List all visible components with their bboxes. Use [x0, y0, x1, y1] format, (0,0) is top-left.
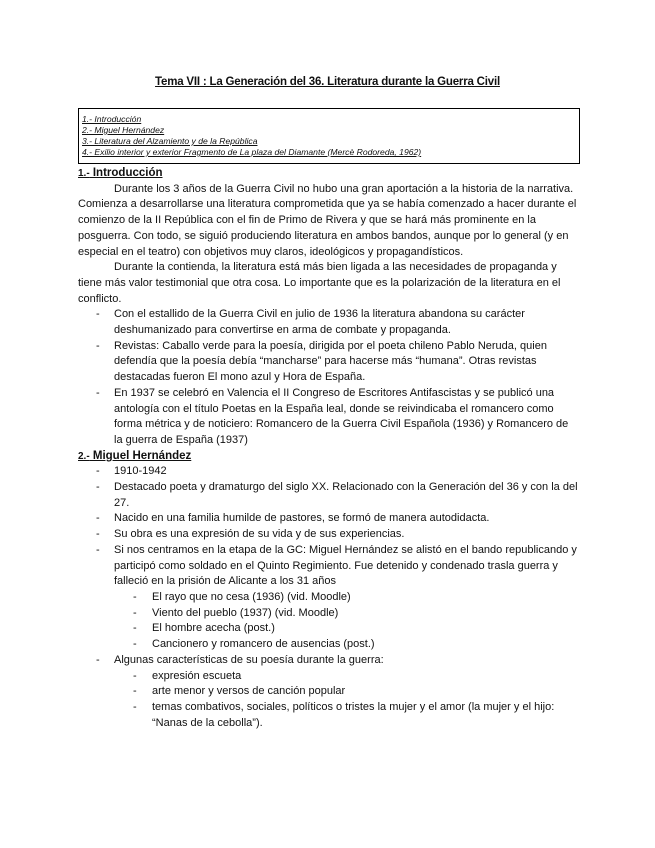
toc-item: 1.- Introducción: [82, 114, 142, 124]
toc-item: 2.- Miguel Hernández: [82, 125, 165, 135]
sub-list-item: - arte menor y versos de canción popular: [133, 685, 346, 698]
sub-list-item: - Cancionero y romancero de ausencias (post.): [133, 638, 375, 651]
toc-item: 3.- Literatura del Alzamiento y de la República: [82, 136, 258, 146]
paragraph: Durante la contienda, la literatura está más bien ligada a las necesidades de propaganda y tiene más valor testimonial que otra cosa. Lo importante que es la polarización de la literatura en el conflicto.: [78, 261, 561, 305]
list-item: - En 1937 se celebró en Valencia el II Congreso de Escritores Antifascistas y se publicó una antología con el título Poetas en la España leal, donde se reivindicaba el romancero como forma métrica y de noticiero: Romancero de la Guerra Civil Española (1936) y Romancero de la guerra de España (1937): [96, 386, 569, 446]
sub-list-item: - temas combativos, sociales, políticos o tristes la mujer y el amor (la mujer y el hijo: “Nanas de la cebolla”).: [133, 700, 555, 729]
sub-list-item: - El hombre acecha (post.): [133, 622, 275, 635]
toc-item: 4.- Exilio interior y exterior Fragmento de La plaza del Diamante (Mercè Rodoreda, 1962): [82, 147, 422, 157]
sub-list-item: - expresión escueta: [133, 669, 242, 682]
list-item: - Su obra es una expresión de su vida y de sus experiencias.: [96, 528, 405, 541]
document-title: Tema VII : La Generación del 36. Literatura durante la Guerra Civil: [155, 76, 500, 88]
list-item: - Destacado poeta y dramaturgo del siglo XX. Relacionado con la Generación del 36 y con la del 27.: [96, 481, 578, 509]
section-heading-introduccion: 1.- Introducción: [78, 167, 163, 179]
document-body: [78, 166, 578, 731]
list-item: - Si nos centramos en la etapa de la GC: Miguel Hernández se alistó en el bando republicando y participó como soldado en el Quinto Regimiento. Fue detenido y condenado trasla guerra y falleció en la prisión de Alicante a los 31 años: [96, 543, 577, 588]
table-of-contents: [78, 108, 580, 164]
list-item: - Revistas: Caballo verde para la poesía, dirigida por el poeta chileno Pablo Neruda, quien defendía que la poesía debía “mancharse” para hacerse más “humana”. Otras revistas destacadas fueron El mono azul y Hora de España.: [96, 339, 547, 384]
section-heading-miguel-hernandez: 2.- Miguel Hernández: [78, 449, 192, 462]
list-item: - Con el estallido de la Guerra Civil en julio de 1936 la literatura abandona su carácter deshumanizado para convertirse en arma de combate y propaganda.: [96, 308, 525, 337]
sub-list-item: - Viento del pueblo (1937) (vid. Moodle): [133, 606, 339, 619]
list-item: - Nacido en una familia humilde de pastores, se formó de manera autodidacta.: [96, 512, 490, 525]
sub-list-item: - El rayo que no cesa (1936) (vid. Moodle): [133, 590, 351, 603]
paragraph: Durante los 3 años de la Guerra Civil no hubo una gran aportación a la historia de la narrativa. Comienza a desarrollarse una literatura comprometida que ya se había comenzado a hacer durante el comienzo de la II República con el fin de Primo de Rivera y que se hará más prominente en la posguerra. Con todo, se siguió produciendo literatura en ambos bandos, aunque por lo general (y en especial en el teatro) con objetivos muy claros, ideológicos y propagandísticos.: [78, 182, 577, 258]
list-item: - 1910-1942: [96, 465, 167, 478]
list-item: - Algunas características de su poesía durante la guerra:: [96, 653, 384, 666]
